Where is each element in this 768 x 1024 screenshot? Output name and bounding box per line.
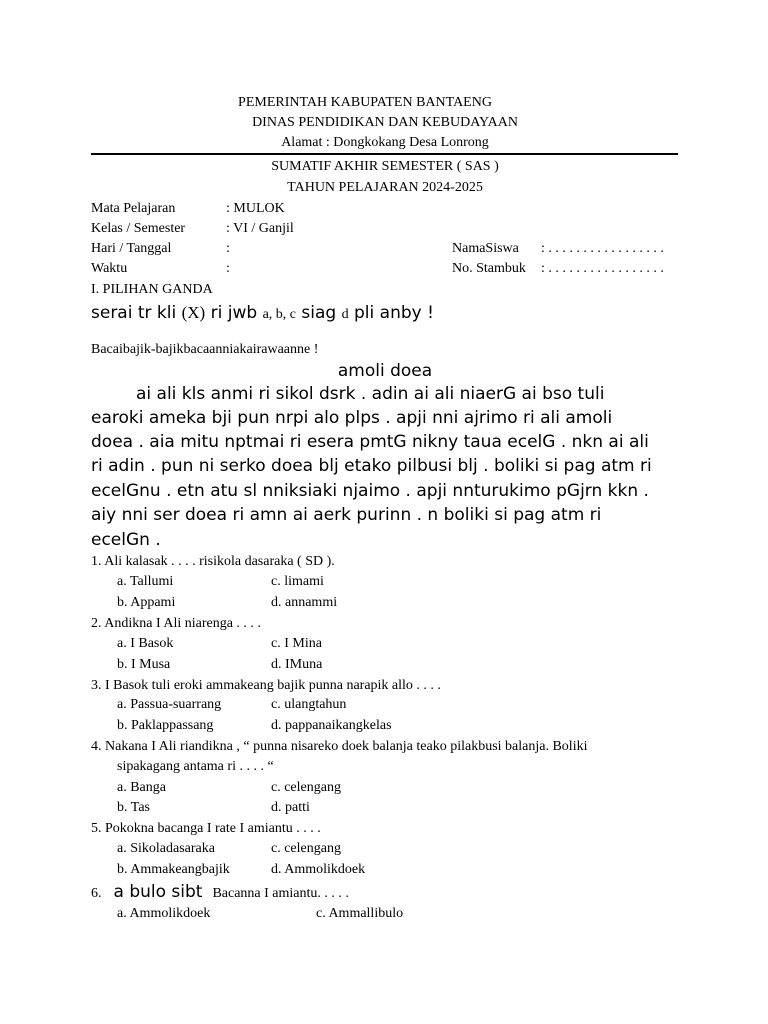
class-value: : VI / Ganjil <box>226 221 294 236</box>
instruction-part-2: ri jwb <box>205 303 263 323</box>
header-department: DINAS PENDIDIKAN DAN KEBUDAYAAN <box>252 115 518 130</box>
reading-line-3: doea . aia mitu nptmai ri esera pmtG nikny taua ecelG . nkn ai ali <box>91 432 649 452</box>
class-label: Kelas / Semester <box>91 221 186 236</box>
header-government: PEMERINTAH KABUPATEN BANTAENG <box>238 95 492 110</box>
q3-option-b[interactable]: b. Paklappassang <box>117 718 214 733</box>
stambuk-field[interactable]: : . . . . . . . . . . . . . . . . . <box>541 261 664 276</box>
q5-option-d[interactable]: d. Ammolikdoek <box>271 862 366 877</box>
academic-year: TAHUN PELAJARAN 2024-2025 <box>287 180 483 195</box>
instruction-part-3: siag <box>296 303 342 323</box>
section-title: I. PILIHAN GANDA <box>91 282 213 297</box>
subject-value: : MULOK <box>226 201 285 216</box>
q2-option-a[interactable]: a. I Basok <box>117 636 174 651</box>
q1-option-a[interactable]: a. Tallumi <box>117 574 174 589</box>
student-name-field[interactable]: : . . . . . . . . . . . . . . . . . <box>541 241 664 256</box>
q6-option-c[interactable]: c. Ammallibulo <box>316 906 404 921</box>
reading-line-6: aiy nni ser doea ri amn ai aerk purinn . n boliki si pag atm ri <box>91 505 602 525</box>
subject-label: Mata Pelajaran <box>91 201 176 216</box>
q1-option-d[interactable]: d. annammi <box>271 595 338 610</box>
time-value: : <box>226 261 230 276</box>
question-3: 3. I Basok tuli eroki ammakeang bajik punna narapik allo . . . . <box>91 678 441 693</box>
exam-title: SUMATIF AKHIR SEMESTER ( SAS ) <box>271 159 499 174</box>
header-address: Alamat : Dongkokang Desa Lonrong <box>281 135 489 150</box>
question-6 <box>91 880 349 905</box>
q5-option-b[interactable]: b. Ammakeangbajik <box>117 862 230 877</box>
reading-title: amoli doea <box>337 361 433 381</box>
section-instruction <box>91 301 434 326</box>
q6-number: 6. <box>91 886 102 901</box>
q6-text: Bacanna I amiantu. . . . . <box>212 886 349 901</box>
q2-option-d[interactable]: d. IMuna <box>271 657 323 672</box>
header-divider <box>91 153 678 155</box>
q3-option-c[interactable]: c. ulangtahun <box>271 697 347 712</box>
reading-line-2: earoki ameka bji pun nrpi alo plps . apji nni ajrimo ri ali amoli <box>91 408 613 428</box>
q6-script-word: a bulo sibt <box>113 882 203 902</box>
q2-option-c[interactable]: c. I Mina <box>271 636 322 651</box>
q1-option-b[interactable]: b. Appami <box>117 595 176 610</box>
instruction-part-1: serai tr kli <box>91 303 182 323</box>
q3-option-d[interactable]: d. pappanaikangkelas <box>271 718 392 733</box>
reading-line-5: ecelGnu . etn atu sl nniksiaki njaimo . apji nnturukimo pGjrn kkn . <box>91 481 649 501</box>
q5-option-c[interactable]: c. celengang <box>271 841 341 856</box>
q1-option-c[interactable]: c. limami <box>271 574 324 589</box>
time-label: Waktu <box>91 261 128 276</box>
q2-option-b[interactable]: b. I Musa <box>117 657 171 672</box>
reading-line-1: ai ali kls anmi ri sikol dsrk . adin ai ali niaerG ai bso tuli <box>136 384 605 404</box>
q4-option-b[interactable]: b. Tas <box>117 800 150 815</box>
q3-option-a[interactable]: a. Passua-suarrang <box>117 697 222 712</box>
date-value: : <box>226 241 230 256</box>
question-5: 5. Pokokna bacanga I rate I amiantu . . . . <box>91 821 321 836</box>
reading-line-7: ecelGn . <box>91 530 161 550</box>
q6-option-a[interactable]: a. Ammolikdoek <box>117 906 211 921</box>
instruction-part-4: pli anby ! <box>348 303 434 323</box>
question-4-continuation: sipakagang antama ri . . . . “ <box>117 759 274 774</box>
reading-line-4: ri adin . pun ni serko doea blj etako pilbusi blj . boliki si pag atm ri <box>91 456 652 476</box>
student-name-label: NamaSiswa <box>452 241 519 256</box>
date-label: Hari / Tanggal <box>91 241 172 256</box>
instruction-abc: a, b, c <box>262 307 296 322</box>
instruction-x: (X) <box>181 303 206 322</box>
question-2: 2. Andikna I Ali niarenga . . . . <box>91 616 261 631</box>
q4-option-c[interactable]: c. celengang <box>271 780 341 795</box>
q4-option-d[interactable]: d. patti <box>271 800 310 815</box>
question-4: 4. Nakana I Ali riandikna , “ punna nisareko doek balanja teako pilakbusi balanja. Boliki <box>91 739 588 754</box>
question-1: 1. Ali kalasak . . . . risikola dasaraka ( SD ). <box>91 554 335 569</box>
reading-intro: Bacaibajik-bajikbacaanniakairawaanne ! <box>91 342 319 357</box>
instruction-d: d <box>341 307 349 322</box>
q4-option-a[interactable]: a. Banga <box>117 780 166 795</box>
q5-option-a[interactable]: a. Sikoladasaraka <box>117 841 215 856</box>
stambuk-label: No. Stambuk <box>452 261 526 276</box>
